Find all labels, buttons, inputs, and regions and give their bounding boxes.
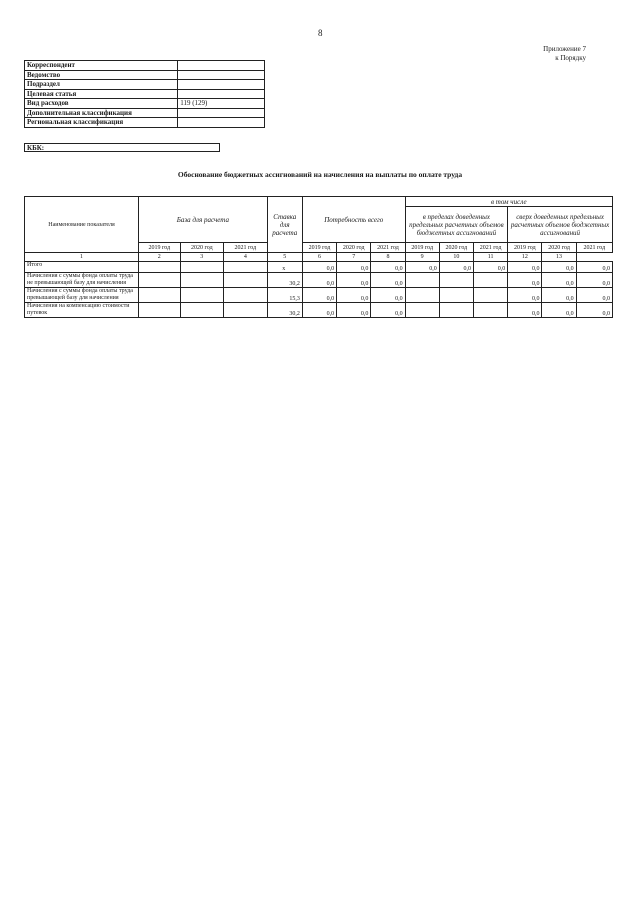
header-base: База для расчета: [139, 197, 268, 243]
need-cell: 0,0: [371, 273, 405, 288]
year-header: 2021 год: [224, 243, 268, 253]
classification-label: Региональная классификация: [25, 118, 178, 128]
year-header: 2019 год: [508, 243, 542, 253]
year-header: 2020 год: [542, 243, 576, 253]
year-header: 2020 год: [439, 243, 473, 253]
year-header: 2019 год: [405, 243, 439, 253]
header-name: Наименование показателя: [25, 197, 139, 253]
column-number: 9: [405, 253, 439, 262]
need-cell: 0,0: [337, 303, 371, 318]
budget-table: [24, 196, 613, 318]
column-number: 10: [439, 253, 473, 262]
need-cell: 0,0: [337, 288, 371, 303]
classification-row: [25, 70, 265, 80]
column-number: 12: [508, 253, 542, 262]
year-header: 2020 год: [180, 243, 224, 253]
column-number: 6: [302, 253, 336, 262]
classification-label: Ведомство: [25, 70, 178, 80]
value-cell: 0,0: [542, 262, 576, 273]
column-number: 7: [337, 253, 371, 262]
value-cell: 0,0: [337, 262, 371, 273]
classification-row: [25, 118, 265, 128]
column-number: 4: [224, 253, 268, 262]
above-cell: 0,0: [508, 273, 542, 288]
column-number: 11: [474, 253, 508, 262]
value-cell: 0,0: [474, 262, 508, 273]
row-name: Начисления с суммы фонда оплаты труда превышающей базу для начисления: [25, 288, 139, 303]
kbk-field: КБК:: [24, 143, 220, 152]
above-cell: 0,0: [542, 303, 576, 318]
above-cell: 0,0: [542, 288, 576, 303]
classification-value: [178, 89, 265, 99]
row-name: Начисления с суммы фонда оплаты труда не превышающей базу для начисления: [25, 273, 139, 288]
classification-row: [25, 61, 265, 71]
rate-cell: 30,2: [267, 273, 302, 288]
need-cell: 0,0: [371, 288, 405, 303]
column-number: 13: [542, 253, 576, 262]
above-cell: 0,0: [542, 273, 576, 288]
classification-label: Корреспондент: [25, 61, 178, 71]
classification-label: Дополнительная классификация: [25, 108, 178, 118]
need-cell: 0,0: [337, 273, 371, 288]
rate-cell: 30,2: [267, 303, 302, 318]
above-cell: 0,0: [576, 288, 612, 303]
need-cell: 0,0: [302, 303, 336, 318]
value-cell: 0,0: [405, 262, 439, 273]
year-header: 2021 год: [371, 243, 405, 253]
rate-cell: 15,3: [267, 288, 302, 303]
above-cell: 0,0: [576, 273, 612, 288]
header-including: в том числе: [405, 197, 612, 207]
above-cell: 0,0: [508, 288, 542, 303]
classification-value: [178, 61, 265, 71]
classification-row: [25, 99, 265, 109]
need-cell: 0,0: [371, 303, 405, 318]
classification-table: [24, 60, 265, 128]
column-number: 5: [267, 253, 302, 262]
classification-value: [178, 80, 265, 90]
classification-value: 119 (129): [178, 99, 265, 109]
need-cell: 0,0: [302, 273, 336, 288]
year-header: 2019 год: [139, 243, 180, 253]
header-need: Потребность всего: [302, 197, 405, 243]
row-name: Начисления на компенсацию стоимости путевок: [25, 303, 139, 318]
classification-row: [25, 108, 265, 118]
above-cell: 0,0: [508, 303, 542, 318]
classification-label: Подраздел: [25, 80, 178, 90]
header-rate: Ставка для расчета: [267, 197, 302, 253]
need-cell: 0,0: [302, 288, 336, 303]
value-cell: 0,0: [508, 262, 542, 273]
column-number: 3: [180, 253, 224, 262]
classification-row: [25, 80, 265, 90]
year-header: 2021 год: [576, 243, 612, 253]
header-within: в пределах доведенных предельных расчетных объемов бюджетных ассигнований: [405, 207, 508, 243]
classification-row: [25, 89, 265, 99]
value-cell: 0,0: [576, 262, 612, 273]
column-number: 8: [371, 253, 405, 262]
above-cell: 0,0: [576, 303, 612, 318]
total-row: [25, 262, 613, 273]
table-row: [25, 288, 613, 303]
appendix-line-2: к Порядку: [555, 54, 586, 62]
appendix-line-1: Приложение 7: [543, 45, 586, 53]
column-number: 1: [25, 253, 139, 262]
table-row: [25, 303, 613, 318]
page-number: 8: [318, 28, 323, 38]
rate-cell: х: [267, 262, 302, 273]
value-cell: 0,0: [439, 262, 473, 273]
appendix-note: [520, 45, 586, 63]
classification-value: [178, 70, 265, 80]
classification-label: Целевая статья: [25, 89, 178, 99]
value-cell: 0,0: [302, 262, 336, 273]
header-above: сверх доведенных предельных расчетных объемов бюджетных ассигнований: [508, 207, 613, 243]
year-header: 2021 год: [474, 243, 508, 253]
value-cell: 0,0: [371, 262, 405, 273]
classification-label: Вид расходов: [25, 99, 178, 109]
classification-value: [178, 108, 265, 118]
row-name: Итого: [25, 262, 139, 273]
year-header: 2019 год: [302, 243, 336, 253]
year-header: 2020 год: [337, 243, 371, 253]
column-number: 2: [139, 253, 180, 262]
document-title: Обоснование бюджетных ассигнований на начисления на выплаты по оплате труда: [177, 170, 463, 179]
table-row: [25, 273, 613, 288]
classification-value: [178, 118, 265, 128]
